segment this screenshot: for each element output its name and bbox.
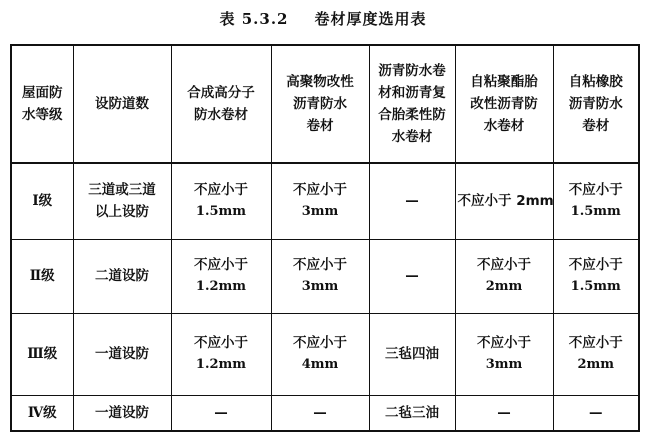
header-asphalt-line: 沥青防水卷 (378, 63, 446, 79)
table-row (11, 239, 639, 313)
value-line: 3mm (301, 279, 339, 294)
header-self-rubber-line: 卷材 (582, 118, 610, 134)
value-line: 1.5mm (570, 279, 621, 294)
table-row (11, 395, 639, 431)
polymer-cell (171, 395, 271, 431)
value-line: 不应小于 2mm (457, 193, 554, 210)
value-line: 不应小于 (477, 335, 531, 351)
modified-cell (271, 313, 369, 395)
table-title-text: 卷材厚度选用表 (314, 10, 427, 28)
table-row (11, 313, 639, 395)
value-line: 1.2mm (195, 279, 247, 294)
grade-cell: Ⅰ级 (11, 163, 73, 239)
value-line: 不应小于 (568, 335, 623, 351)
value-line: 1.5mm (195, 204, 247, 220)
header-self-rubber-line: 沥青防水 (568, 96, 623, 112)
asphalt-cell (369, 163, 455, 239)
layers-cell (73, 395, 171, 431)
header-grade-line: 水等级 (22, 107, 63, 123)
self-polyester-cell (455, 239, 553, 313)
value-line: — (405, 193, 419, 210)
asphalt-cell (369, 313, 455, 395)
value-line: 不应小于 (194, 257, 248, 273)
header-self-polyester-line: 自粘聚酯胎 (470, 74, 538, 90)
table-title (0, 8, 646, 29)
modified-cell (271, 239, 369, 313)
header-polymer (171, 45, 271, 163)
grade-cell: Ⅲ级 (11, 313, 73, 395)
header-asphalt-line: 材和沥青复 (378, 85, 446, 101)
layers-line: 二道设防 (95, 268, 149, 284)
layers-line: 一道设防 (95, 404, 149, 421)
self-rubber-cell (553, 239, 639, 313)
self-polyester-cell (455, 395, 553, 431)
self-rubber-cell (553, 163, 639, 239)
self-rubber-cell (553, 313, 639, 395)
grade-cell: Ⅱ级 (11, 239, 73, 313)
grade-cell: Ⅳ级 (11, 395, 73, 431)
layers-cell (73, 163, 171, 239)
header-self-rubber-line: 自粘橡胶 (568, 74, 623, 90)
value-line: 二毡三油 (385, 404, 439, 421)
polymer-cell (171, 239, 271, 313)
self-polyester-cell (455, 313, 553, 395)
header-grade-line: 屋面防 (22, 85, 63, 101)
header-polymer-line: 防水卷材 (194, 107, 248, 123)
value-line: 不应小于 (568, 257, 623, 273)
header-asphalt (369, 45, 455, 163)
header-asphalt-line: 水卷材 (391, 129, 433, 145)
layers-line: 一道设防 (95, 346, 149, 362)
value-line: 不应小于 (194, 182, 248, 199)
header-self-polyester-line: 改性沥青防 (470, 96, 538, 112)
header-row (11, 45, 639, 163)
layers-line: 以上设防 (95, 204, 149, 221)
header-modified-line: 沥青防水 (293, 96, 347, 112)
polymer-cell (171, 313, 271, 395)
value-line: 三毡四油 (385, 346, 439, 362)
polymer-cell (171, 163, 271, 239)
value-line: 不应小于 (194, 335, 248, 351)
header-layers (73, 45, 171, 163)
header-modified-line: 卷材 (306, 118, 334, 134)
asphalt-cell (369, 239, 455, 313)
header-polymer-line: 合成高分子 (187, 85, 255, 101)
header-layers-line: 设防道数 (95, 96, 149, 112)
self-rubber-cell (553, 395, 639, 431)
header-self-polyester-line: 水卷材 (483, 118, 525, 134)
header-self-rubber (553, 45, 639, 163)
header-modified (271, 45, 369, 163)
value-line: 不应小于 (293, 335, 347, 351)
header-grade (11, 45, 73, 163)
value-line: 不应小于 (568, 182, 623, 199)
header-modified-line: 高聚物改性 (286, 74, 354, 90)
layers-cell (73, 239, 171, 313)
value-line: — (214, 404, 228, 421)
table-number: 表 5.3.2 (219, 10, 289, 28)
value-line: — (497, 404, 511, 421)
layers-cell (73, 313, 171, 395)
value-line: 2mm (577, 357, 615, 372)
value-line: 2mm (485, 279, 523, 294)
layers-line: 三道或三道 (88, 182, 156, 199)
value-line: 4mm (301, 357, 339, 372)
modified-cell (271, 163, 369, 239)
value-line: 不应小于 (293, 182, 347, 199)
value-line: — (313, 404, 327, 421)
modified-cell (271, 395, 369, 431)
value-line: — (405, 268, 419, 284)
asphalt-cell (369, 395, 455, 431)
table-row (11, 163, 639, 239)
header-self-polyester (455, 45, 553, 163)
value-line: 不应小于 (293, 257, 347, 273)
header-asphalt-line: 合胎柔性防 (378, 107, 446, 123)
value-line: 1.5mm (570, 204, 621, 220)
value-line: 不应小于 (477, 257, 531, 273)
value-line: 1.2mm (195, 357, 247, 372)
value-line: — (589, 404, 603, 421)
value-line: 3mm (301, 204, 339, 220)
membrane-thickness-table (10, 44, 640, 432)
value-line: 3mm (485, 357, 523, 372)
self-polyester-cell (455, 163, 553, 239)
